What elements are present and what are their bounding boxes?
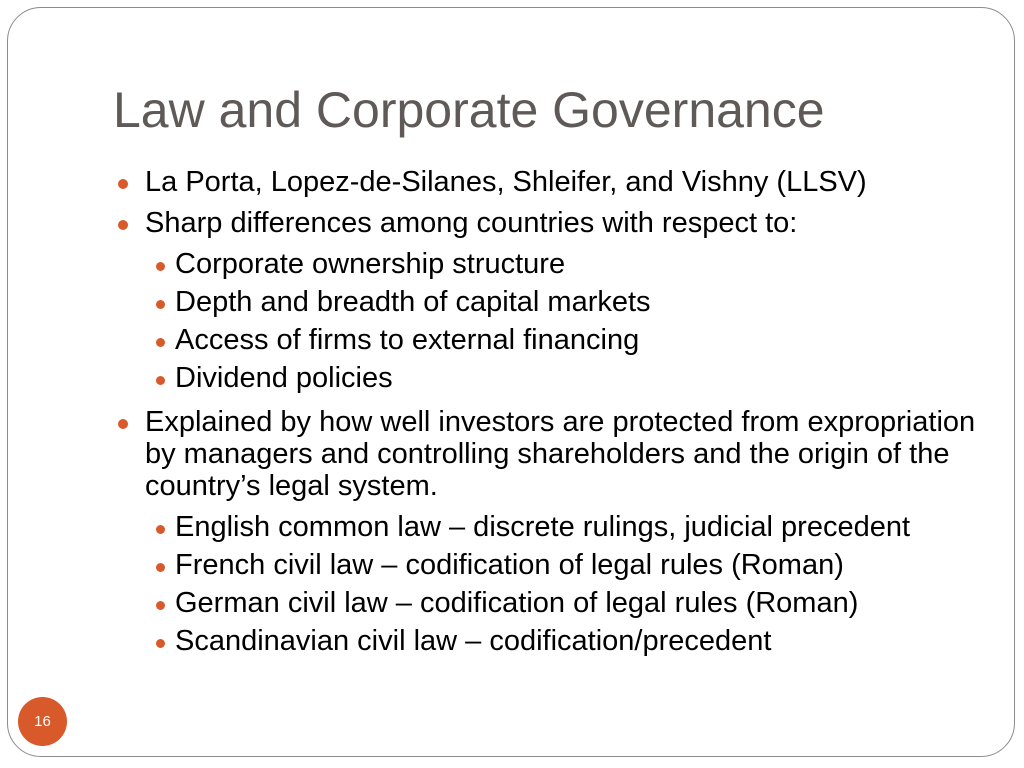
bullet-dot-icon — [156, 300, 165, 309]
bullet-dot-icon — [156, 376, 165, 385]
list-item — [118, 166, 978, 198]
sub-list-item-text: Access of firms to external financing — [175, 324, 640, 356]
bullet-dot-icon — [156, 525, 165, 534]
sub-list-item-text: Dividend policies — [175, 362, 393, 394]
bullet-dot-icon — [118, 220, 128, 230]
sub-list-item-text: Depth and breadth of capital markets — [175, 286, 651, 318]
sub-list-item — [118, 324, 978, 356]
list-item-text: La Porta, Lopez-de-Silanes, Shleifer, and Vishny (LLSV) — [145, 166, 867, 198]
bullet-dot-icon — [156, 338, 165, 347]
sub-list-item — [118, 587, 978, 619]
sub-list-item — [118, 248, 978, 280]
sub-list-item-text: German civil law – codification of legal rules (Roman) — [175, 587, 859, 619]
list-item — [118, 406, 978, 502]
page-number: 16 — [34, 713, 51, 730]
bullet-list — [118, 166, 978, 663]
sub-list-item-text: English common law – discrete rulings, judicial precedent — [175, 511, 911, 543]
sub-list-item — [118, 625, 978, 657]
sub-list-item — [118, 549, 978, 581]
bullet-dot-icon — [118, 179, 128, 189]
sub-list-item-text: Scandinavian civil law – codification/precedent — [175, 625, 772, 657]
sub-list-item — [118, 286, 978, 318]
sub-list-item-text: Corporate ownership structure — [175, 248, 566, 280]
sub-list-item — [118, 511, 978, 543]
bullet-dot-icon — [156, 639, 165, 648]
list-item-text: Explained by how well investors are protected from expropriation by managers and controlling shareholders and the origin of the country’s legal system. — [145, 406, 976, 502]
list-item — [118, 207, 978, 239]
sub-list-item-text: French civil law – codification of legal rules (Roman) — [175, 549, 844, 581]
list-item-text: Sharp differences among countries with respect to: — [145, 207, 798, 239]
bullet-dot-icon — [156, 601, 165, 610]
bullet-dot-icon — [156, 262, 165, 271]
bullet-dot-icon — [118, 419, 128, 429]
sub-list-item — [118, 362, 978, 394]
page-number-badge — [18, 697, 67, 746]
slide-title: Law and Corporate Governance — [113, 82, 825, 138]
bullet-dot-icon — [156, 563, 165, 572]
